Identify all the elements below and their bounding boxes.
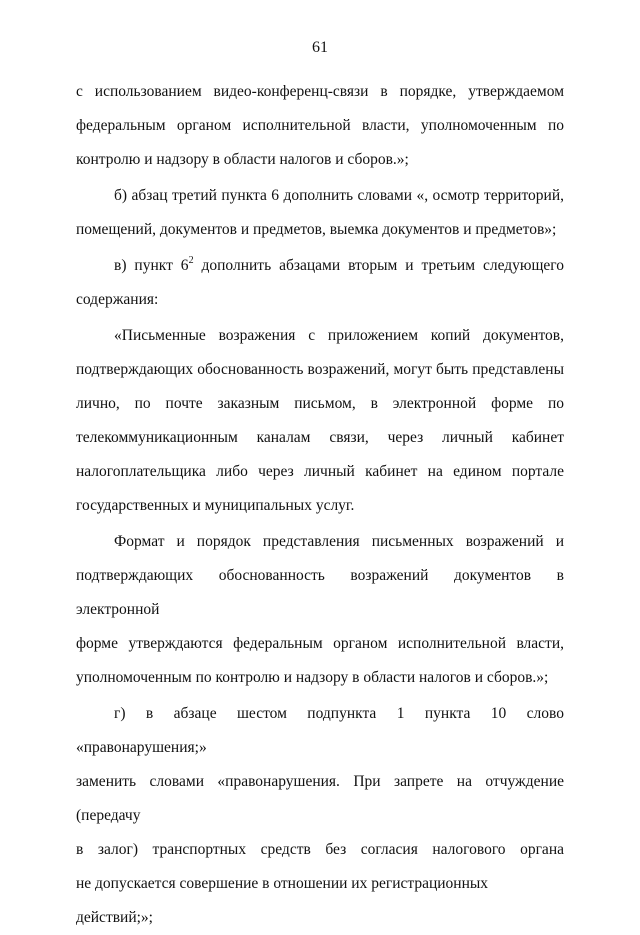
text-line: форме утверждаются федеральным органом исполнительной власти, — [76, 635, 564, 652]
text-fragment: дополнить абзацами вторым и третьим следующего — [193, 257, 565, 274]
text-line: содержания: — [76, 291, 159, 308]
text-line: Формат и порядок представления письменных возражений и — [114, 533, 564, 550]
text-line: с использованием видео-конференц-связи в порядке, утверждаемом — [76, 83, 564, 100]
text-line: заменить словами «правонарушения. При запрете на отчуждение (передачу — [76, 773, 564, 824]
page-number: 61 — [312, 39, 328, 56]
paragraph-item-v — [76, 249, 564, 317]
text-line: подтверждающих обоснованность возражений, могут быть представлены — [76, 361, 564, 378]
text-line: налогоплательщика либо через личный кабинет на едином портале — [76, 463, 564, 480]
text-line: лично, по почте заказным письмом, в электронной форме по — [76, 395, 564, 412]
paragraph-quote-1 — [76, 319, 564, 523]
paragraph-quote-2 — [76, 525, 564, 695]
body-text — [76, 75, 564, 935]
paragraph-item-g — [76, 697, 564, 935]
text-line: не допускается совершение в отношении их регистрационных действий;»; — [76, 875, 489, 926]
text-line: государственных и муниципальных услуг. — [76, 497, 355, 514]
text-line: уполномоченным по контролю и надзору в области налогов и сборов.»; — [76, 669, 549, 686]
text-line: б) абзац третий пункта 6 дополнить словами «, осмотр территорий, — [114, 187, 564, 204]
text-line — [76, 249, 564, 283]
text-line: контролю и надзору в области налогов и сборов.»; — [76, 151, 409, 168]
paragraph-item-b — [76, 179, 564, 247]
text-line: подтверждающих обоснованность возражений документов в электронной — [76, 567, 564, 618]
text-line: в залог) транспортных средств без согласия налогового органа — [76, 841, 564, 858]
text-line: телекоммуникационным каналам связи, через личный кабинет — [76, 429, 564, 446]
text-line: помещений, документов и предметов, выемка документов и предметов»; — [76, 221, 557, 238]
paragraph-continuation — [76, 75, 564, 177]
text-line: г) в абзаце шестом подпункта 1 пункта 10 слово «правонарушения;» — [76, 705, 564, 756]
text-line: «Письменные возражения с приложением копий документов, — [114, 327, 564, 344]
text-fragment: в) пункт 6 — [114, 257, 189, 274]
superscript: 2 — [188, 255, 194, 266]
text-line: федеральным органом исполнительной власти, уполномоченным по — [76, 117, 564, 134]
